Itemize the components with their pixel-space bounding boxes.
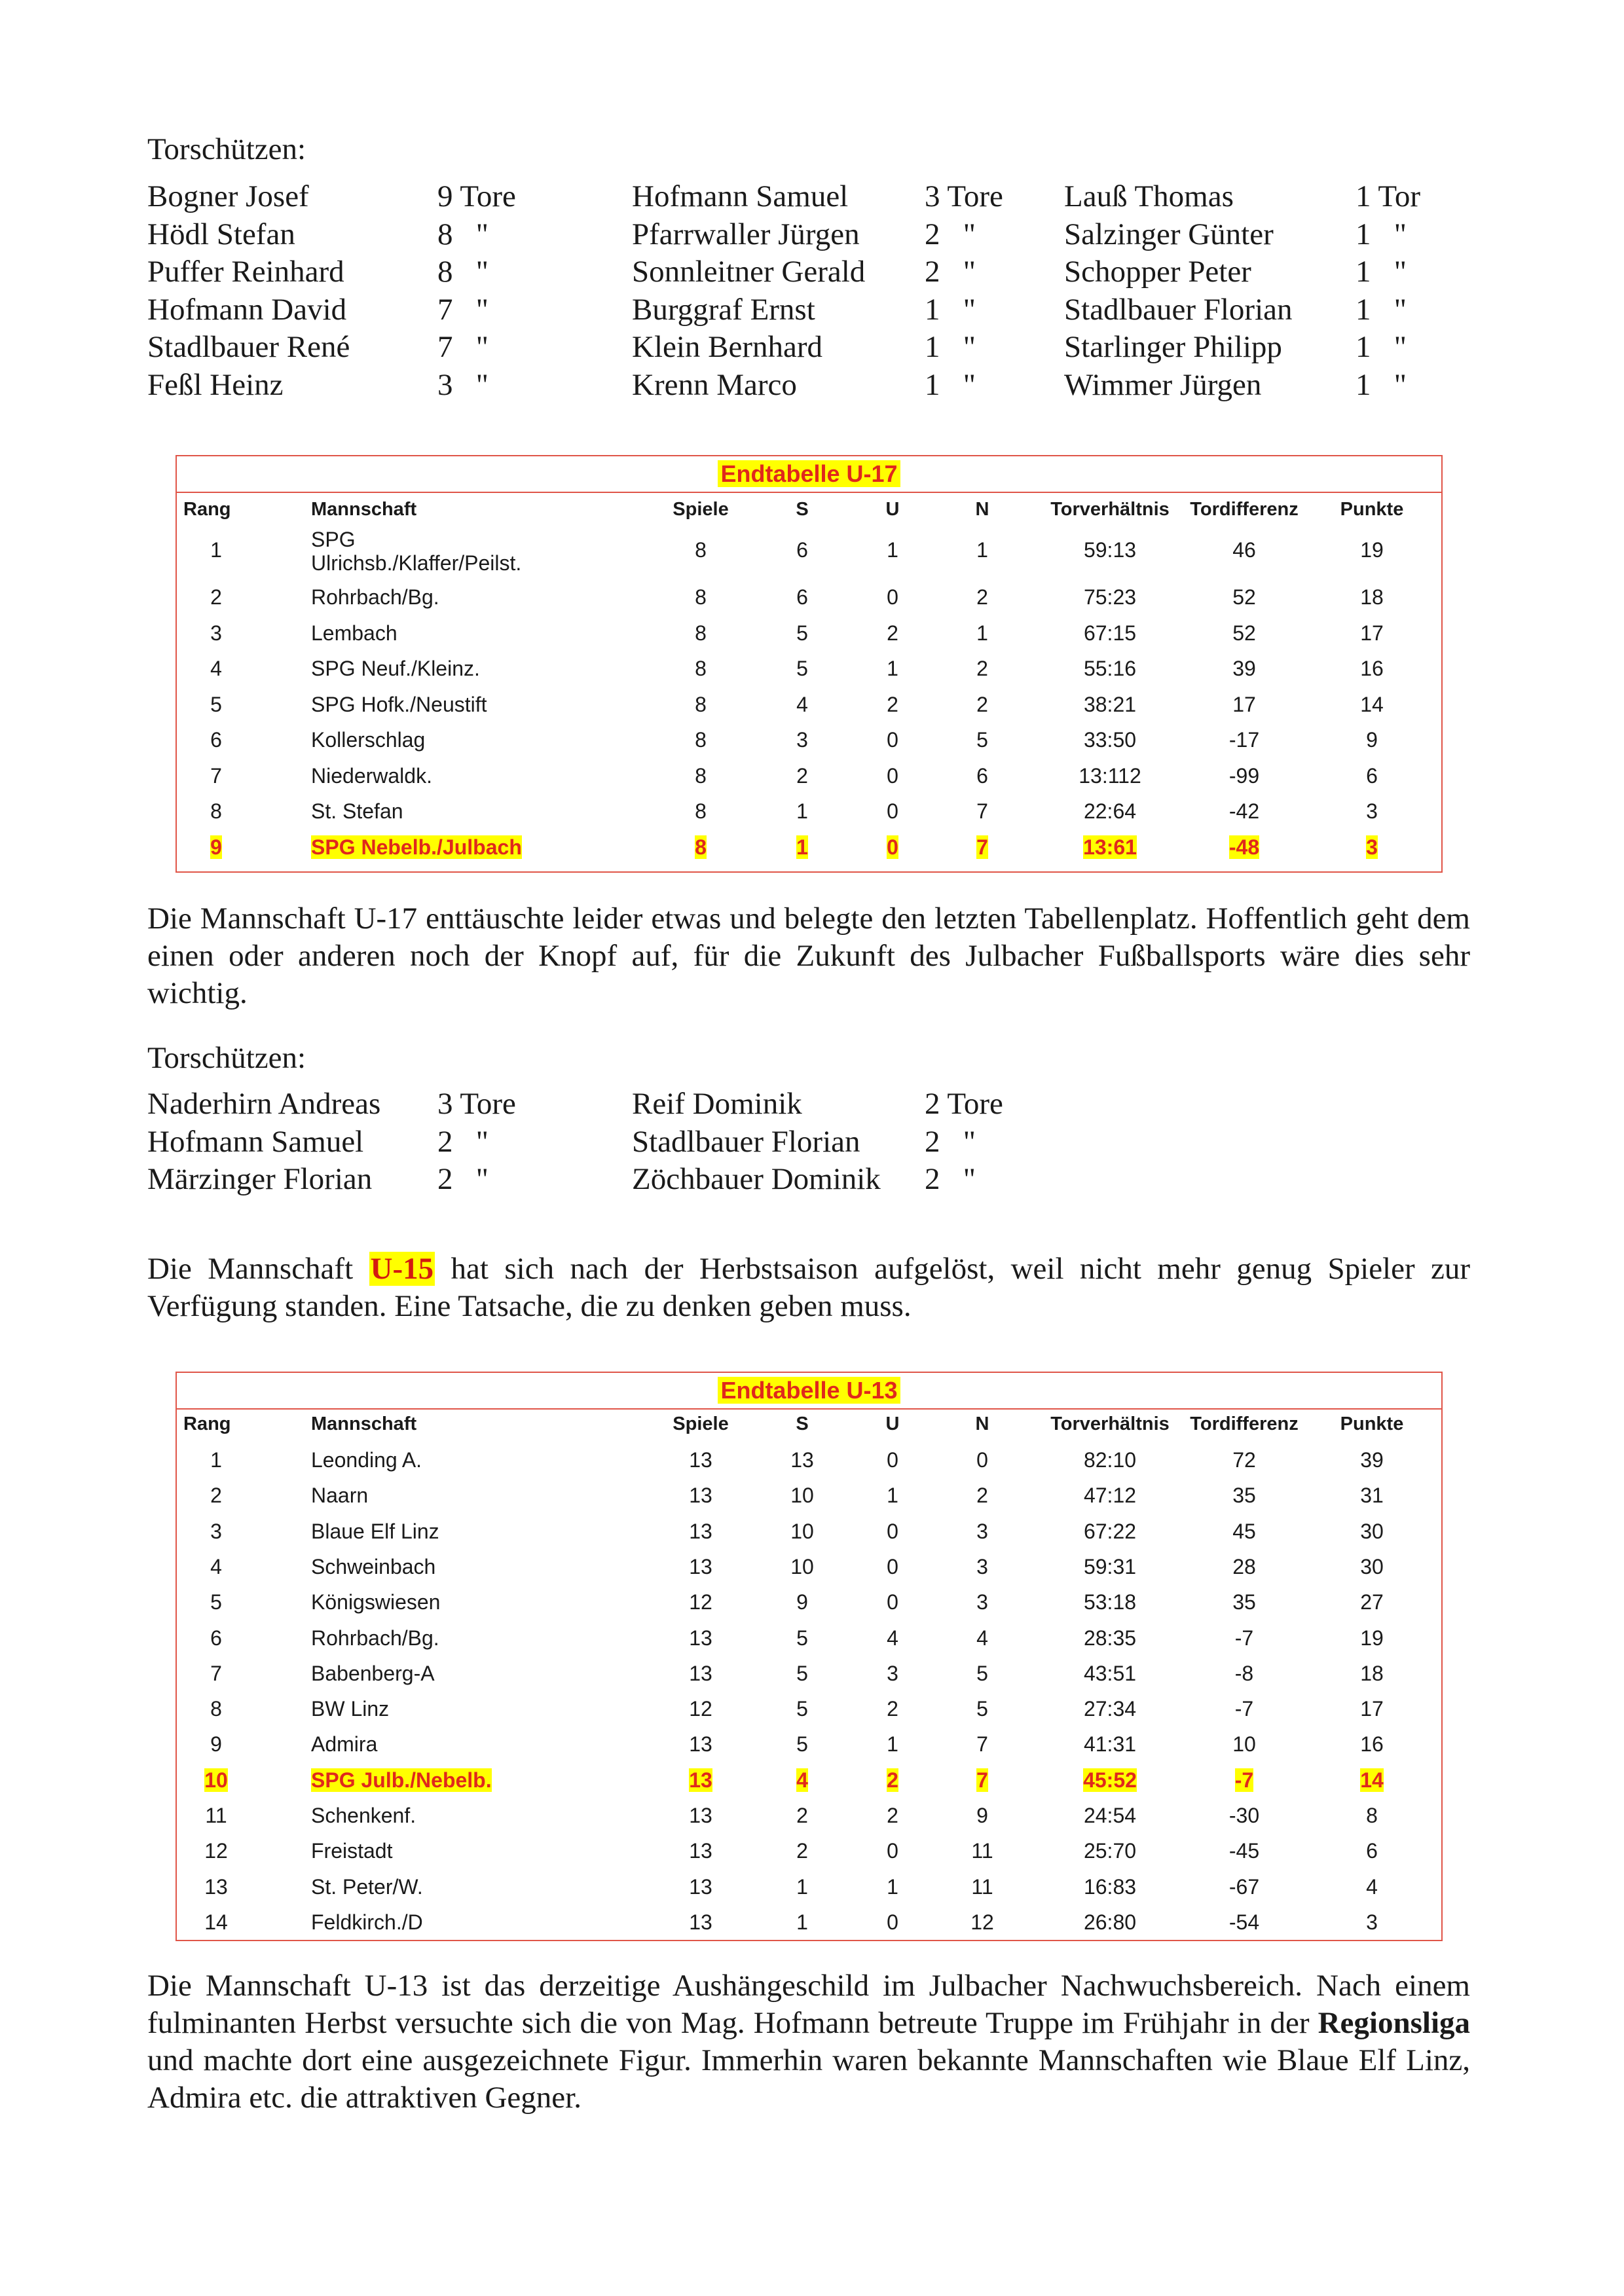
cell-s: 5 — [796, 1697, 808, 1721]
header-td: Tordifferenz — [1190, 499, 1299, 520]
cell-tv: 41:31 — [1083, 1732, 1137, 1757]
cell-u: 1 — [887, 1732, 898, 1757]
cell-s: 5 — [796, 1626, 808, 1650]
cell-n: 7 — [976, 1732, 988, 1757]
cell-spiele: 8 — [695, 657, 707, 680]
cell-spiele: 8 — [695, 799, 707, 823]
cell-rang: 5 — [210, 692, 222, 716]
cell-n: 7 — [976, 799, 988, 823]
cell-s: 3 — [796, 728, 808, 752]
cell-rang: 5 — [210, 1590, 222, 1614]
scorer-goals: 9 Tore — [437, 179, 516, 213]
cell-s: 13 — [790, 1448, 814, 1472]
cell-pkt: 19 — [1360, 1626, 1384, 1650]
header-team: Mannschaft — [311, 1413, 417, 1434]
cell-spiele: 13 — [689, 1448, 712, 1472]
cell-rang: 9 — [210, 1732, 222, 1757]
cell-tv: 38:21 — [1083, 692, 1137, 716]
cell-n: 5 — [976, 1697, 988, 1721]
scorer-name: Märzinger Florian — [147, 1162, 373, 1196]
cell-team: Rohrbach/Bg. — [311, 1626, 439, 1650]
cell-pkt: 30 — [1360, 1519, 1384, 1543]
cell-td: 52 — [1232, 585, 1256, 609]
cell-rang: 2 — [210, 1484, 222, 1508]
header-tv: Torverhältnis — [1050, 1413, 1170, 1434]
header-s: S — [796, 1413, 809, 1434]
scorer-goals: 2 " — [437, 1124, 489, 1159]
cell-n: 2 — [976, 585, 988, 609]
cell-pkt: 3 — [1366, 835, 1378, 859]
cell-n: 3 — [976, 1554, 988, 1578]
scorer-goals: 2 " — [925, 1124, 976, 1159]
cell-pkt: 6 — [1366, 763, 1378, 788]
cell-tv: 33:50 — [1083, 728, 1137, 752]
cell-tv: 13:61 — [1083, 835, 1137, 859]
cell-s: 5 — [796, 1661, 808, 1685]
cell-tv: 82:10 — [1083, 1448, 1137, 1472]
cell-team: Lembach — [311, 621, 397, 645]
scorer-name: Salzinger Günter — [1064, 217, 1274, 251]
cell-rang: 13 — [204, 1874, 228, 1899]
cell-n: 9 — [976, 1804, 988, 1827]
cell-n: 5 — [976, 728, 988, 752]
cell-s: 10 — [790, 1554, 814, 1578]
cell-tv: 55:16 — [1083, 657, 1137, 680]
cell-u: 0 — [887, 1590, 898, 1614]
cell-n: 2 — [976, 657, 988, 680]
scorer-goals: 2 " — [925, 255, 976, 289]
header-spiele: Spiele — [673, 499, 729, 520]
cell-pkt: 4 — [1366, 1874, 1378, 1899]
cell-team: Schenkenf. — [311, 1804, 416, 1827]
cell-n: 1 — [976, 621, 988, 645]
cell-tv: 26:80 — [1083, 1910, 1137, 1934]
cell-pkt: 18 — [1360, 585, 1384, 609]
cell-td: 39 — [1232, 657, 1256, 680]
cell-n: 11 — [971, 1874, 993, 1899]
cell-s: 10 — [790, 1519, 814, 1543]
cell-tv: 43:51 — [1083, 1661, 1137, 1685]
cell-u: 1 — [887, 538, 898, 562]
header-rang: Rang — [183, 1413, 231, 1434]
cell-tv: 24:54 — [1083, 1804, 1137, 1827]
cell-rang: 8 — [210, 1697, 222, 1721]
cell-rang: 6 — [210, 728, 222, 752]
cell-tv: 67:22 — [1083, 1519, 1137, 1543]
scorer-name: Wimmer Jürgen — [1064, 367, 1262, 402]
cell-spiele: 13 — [689, 1874, 712, 1899]
scorer-goals: 2 Tore — [925, 1087, 1003, 1121]
cell-s: 4 — [796, 692, 808, 716]
header-s: S — [796, 499, 809, 520]
table-title-u17: Endtabelle U-17 — [177, 458, 1441, 493]
cell-s: 2 — [796, 1804, 808, 1827]
cell-n: 6 — [976, 763, 988, 788]
cell-spiele: 8 — [695, 835, 707, 859]
cell-n: 3 — [976, 1590, 988, 1614]
header-pkt: Punkte — [1340, 499, 1404, 520]
scorer-goals: 1 " — [1356, 367, 1407, 402]
cell-td: 52 — [1232, 621, 1256, 645]
cell-pkt: 18 — [1360, 1661, 1384, 1685]
cell-spiele: 12 — [689, 1590, 712, 1614]
cell-spiele: 13 — [689, 1732, 712, 1757]
cell-pkt: 14 — [1360, 692, 1384, 716]
cell-tv: 25:70 — [1083, 1839, 1137, 1863]
scorer-name: Hofmann David — [147, 292, 347, 327]
cell-u: 0 — [887, 728, 898, 752]
cell-n: 7 — [976, 1768, 988, 1792]
cell-u: 0 — [887, 1910, 898, 1934]
cell-pkt: 30 — [1360, 1554, 1384, 1578]
scorer-goals: 3 " — [437, 367, 489, 402]
cell-tv: 45:52 — [1083, 1768, 1137, 1792]
cell-n: 1 — [976, 538, 988, 562]
cell-td: -99 — [1228, 763, 1260, 788]
scorer-name: Feßl Heinz — [147, 367, 284, 402]
cell-s: 6 — [796, 538, 808, 562]
header-rang: Rang — [183, 499, 231, 520]
cell-td: 46 — [1232, 538, 1256, 562]
cell-spiele: 8 — [695, 621, 707, 645]
cell-spiele: 13 — [689, 1768, 712, 1792]
cell-n: 12 — [970, 1910, 994, 1934]
cell-s: 9 — [796, 1590, 808, 1614]
cell-spiele: 13 — [689, 1519, 712, 1543]
cell-n: 2 — [976, 1484, 988, 1508]
cell-u: 1 — [887, 1874, 898, 1899]
scorer-name: Hofmann Samuel — [147, 1124, 364, 1159]
scorer-goals: 1 " — [1356, 217, 1407, 251]
league-table-u13 — [175, 1372, 1443, 1941]
cell-tv: 13:112 — [1079, 763, 1141, 788]
cell-rang: 7 — [210, 1661, 222, 1685]
cell-rang: 9 — [210, 835, 222, 859]
cell-rang: 10 — [204, 1768, 228, 1792]
scorer-name: Hödl Stefan — [147, 217, 295, 251]
cell-rang: 11 — [205, 1804, 227, 1827]
cell-tv: 27:34 — [1083, 1697, 1137, 1721]
cell-pkt: 9 — [1366, 728, 1378, 752]
cell-td: 35 — [1232, 1484, 1256, 1508]
header-n: N — [975, 499, 989, 520]
scorers-heading-u17: Torschützen: — [147, 132, 306, 166]
cell-team: SPG Nebelb./Julbach — [311, 835, 522, 859]
cell-rang: 7 — [210, 763, 222, 788]
cell-td: 45 — [1232, 1519, 1256, 1543]
cell-td: -54 — [1228, 1910, 1260, 1934]
cell-s: 10 — [790, 1484, 814, 1508]
scorer-goals: 2 " — [925, 1162, 976, 1196]
cell-td: -30 — [1228, 1804, 1260, 1827]
cell-team: SPG Neuf./Kleinz. — [311, 657, 480, 680]
cell-u: 0 — [887, 1519, 898, 1543]
cell-s: 5 — [796, 1732, 808, 1757]
cell-u: 2 — [887, 1804, 898, 1827]
scorer-goals: 3 Tore — [925, 179, 1003, 213]
cell-td: -7 — [1234, 1768, 1254, 1792]
scorer-name: Reif Dominik — [632, 1087, 802, 1121]
cell-team: St. Stefan — [311, 799, 403, 823]
scorer-goals: 8 " — [437, 217, 489, 251]
cell-rang: 3 — [210, 621, 222, 645]
cell-team: Feldkirch./D — [311, 1910, 423, 1934]
cell-tv: 22:64 — [1083, 799, 1137, 823]
cell-team: Admira — [311, 1732, 378, 1757]
cell-u: 1 — [887, 657, 898, 680]
cell-team: Rohrbach/Bg. — [311, 585, 439, 609]
cell-u: 2 — [887, 621, 898, 645]
cell-td: -8 — [1234, 1661, 1254, 1685]
cell-team: SPG Julb./Nebelb. — [311, 1768, 492, 1792]
cell-pkt: 17 — [1360, 621, 1384, 645]
cell-u: 3 — [887, 1661, 898, 1685]
cell-tv: 67:15 — [1083, 621, 1137, 645]
cell-u: 0 — [887, 585, 898, 609]
scorer-goals: 7 " — [437, 330, 489, 364]
cell-pkt: 39 — [1360, 1448, 1384, 1472]
cell-pkt: 31 — [1360, 1484, 1384, 1508]
scorer-name: Lauß Thomas — [1064, 179, 1234, 213]
cell-team: SPG Ulrichsb./Klaffer/Peilst. — [311, 528, 522, 575]
paragraph-u15: Die Mannschaft U-15 hat sich nach der Herbstsaison aufgelöst, weil nicht mehr genug Spieler zur Verfügung standen. Eine Tatsache, die zu denken geben muss. — [147, 1252, 1471, 1323]
cell-rang: 3 — [210, 1519, 222, 1543]
cell-spiele: 8 — [695, 728, 707, 752]
scorer-name: Hofmann Samuel — [632, 179, 849, 213]
cell-rang: 1 — [210, 538, 222, 562]
cell-pkt: 27 — [1360, 1590, 1384, 1614]
cell-s: 5 — [796, 621, 808, 645]
cell-u: 4 — [887, 1626, 898, 1650]
cell-spiele: 13 — [689, 1804, 712, 1827]
cell-pkt: 16 — [1360, 1732, 1384, 1757]
cell-tv: 59:31 — [1083, 1554, 1137, 1578]
u15-highlight: U-15 — [370, 1252, 434, 1286]
cell-tv: 75:23 — [1083, 585, 1137, 609]
cell-n: 5 — [976, 1661, 988, 1685]
cell-td: 35 — [1232, 1590, 1256, 1614]
cell-rang: 4 — [210, 657, 222, 680]
cell-rang: 1 — [210, 1448, 222, 1472]
cell-pkt: 17 — [1360, 1697, 1384, 1721]
scorer-name: Bogner Josef — [147, 179, 309, 213]
header-u: U — [885, 499, 900, 520]
cell-td: 72 — [1232, 1448, 1256, 1472]
cell-team: Niederwaldk. — [311, 763, 432, 788]
cell-pkt: 3 — [1366, 1910, 1378, 1934]
cell-spiele: 8 — [695, 585, 707, 609]
cell-td: -45 — [1228, 1839, 1260, 1863]
cell-tv: 16:83 — [1083, 1874, 1137, 1899]
cell-s: 1 — [796, 1874, 808, 1899]
scorer-goals: 1 " — [925, 367, 976, 402]
cell-spiele: 13 — [689, 1661, 712, 1685]
scorer-goals: 1 " — [1356, 292, 1407, 327]
header-n: N — [975, 1413, 989, 1434]
cell-s: 4 — [796, 1768, 808, 1792]
cell-rang: 2 — [210, 585, 222, 609]
cell-pkt: 8 — [1366, 1804, 1378, 1827]
cell-team: Freistadt — [311, 1839, 393, 1863]
scorer-name: Starlinger Philipp — [1064, 330, 1282, 364]
header-pkt: Punkte — [1340, 1413, 1404, 1434]
cell-spiele: 13 — [689, 1626, 712, 1650]
cell-spiele: 8 — [695, 538, 707, 562]
cell-n: 3 — [976, 1519, 988, 1543]
scorer-goals: 1 " — [1356, 330, 1407, 364]
scorer-goals: 8 " — [437, 255, 489, 289]
cell-spiele: 8 — [695, 692, 707, 716]
cell-td: 28 — [1232, 1554, 1256, 1578]
cell-u: 2 — [887, 1768, 898, 1792]
cell-td: -7 — [1234, 1626, 1254, 1650]
cell-s: 6 — [796, 585, 808, 609]
scorer-name: Stadlbauer René — [147, 330, 350, 364]
cell-n: 0 — [976, 1448, 988, 1472]
cell-u: 0 — [887, 835, 898, 859]
cell-team: Leonding A. — [311, 1448, 422, 1472]
cell-spiele: 13 — [689, 1910, 712, 1934]
cell-td: 10 — [1232, 1732, 1256, 1757]
cell-team: St. Peter/W. — [311, 1874, 423, 1899]
cell-tv: 53:18 — [1083, 1590, 1137, 1614]
cell-spiele: 13 — [689, 1839, 712, 1863]
header-u: U — [885, 1413, 900, 1434]
cell-tv: 47:12 — [1083, 1484, 1137, 1508]
scorer-goals: 1 Tor — [1356, 179, 1420, 213]
cell-u: 2 — [887, 692, 898, 716]
paragraph-u13: Die Mannschaft U-13 ist das derzeitige Aushängeschild im Julbacher Nachwuchsbereich. Nach einem fulminanten Herbst versuchte sich die von Mag. Hofmann betreute Truppe im Frühjahr in der Regionsliga und machte dort eine ausgezeichnete Figur. Immerhin waren bekannte Mannschaften wie Blaue Elf Linz, Admira etc. die attraktiven Gegner. — [147, 1969, 1471, 2115]
cell-team: BW Linz — [311, 1697, 390, 1721]
cell-td: -17 — [1228, 728, 1260, 752]
cell-team: Königswiesen — [311, 1590, 441, 1614]
cell-rang: 4 — [210, 1554, 222, 1578]
cell-n: 4 — [976, 1626, 988, 1650]
cell-spiele: 13 — [689, 1484, 712, 1508]
cell-tv: 28:35 — [1083, 1626, 1137, 1650]
cell-td: -7 — [1234, 1697, 1254, 1721]
scorer-goals: 2 " — [925, 217, 976, 251]
league-table-u17 — [175, 455, 1443, 873]
cell-tv: 59:13 — [1083, 538, 1137, 562]
paragraph-u17: Die Mannschaft U-17 enttäuschte leider etwas und belegte den letzten Tabellenplatz. Hoffentlich geht dem einen oder anderen noch der Knopf auf, für die Zukunft des Julbacher Fußballsports wäre dies sehr wichtig. — [147, 902, 1470, 1010]
cell-s: 2 — [796, 1839, 808, 1863]
cell-u: 0 — [887, 763, 898, 788]
cell-td: -67 — [1228, 1874, 1260, 1899]
cell-u: 2 — [887, 1697, 898, 1721]
cell-u: 1 — [887, 1484, 898, 1508]
cell-s: 5 — [796, 657, 808, 680]
scorers-heading-u17-2: Torschützen: — [147, 1041, 306, 1075]
table-title-u13: Endtabelle U-13 — [177, 1374, 1441, 1410]
cell-spiele: 12 — [689, 1697, 712, 1721]
cell-rang: 12 — [204, 1839, 228, 1863]
cell-team: Naarn — [311, 1484, 369, 1508]
scorer-name: Stadlbauer Florian — [632, 1124, 860, 1159]
regionsliga-bold: Regionsliga — [1318, 2006, 1471, 2040]
header-team: Mannschaft — [311, 499, 417, 520]
cell-s: 1 — [796, 1910, 808, 1934]
cell-rang: 8 — [210, 799, 222, 823]
cell-team: Schweinbach — [311, 1554, 436, 1578]
cell-td: 17 — [1232, 692, 1256, 716]
scorer-goals: 3 Tore — [437, 1087, 516, 1121]
cell-spiele: 8 — [695, 763, 707, 788]
scorer-name: Pfarrwaller Jürgen — [632, 217, 860, 251]
scorer-name: Burggraf Ernst — [632, 292, 815, 327]
scorer-goals: 7 " — [437, 292, 489, 327]
scorer-goals: 1 " — [925, 330, 976, 364]
cell-n: 11 — [971, 1839, 993, 1863]
cell-u: 0 — [887, 1448, 898, 1472]
cell-pkt: 6 — [1366, 1839, 1378, 1863]
cell-n: 7 — [976, 835, 988, 859]
cell-rang: 6 — [210, 1626, 222, 1650]
header-tv: Torverhältnis — [1050, 499, 1170, 520]
scorer-goals: 1 " — [925, 292, 976, 327]
scorer-name: Stadlbauer Florian — [1064, 292, 1293, 327]
cell-pkt: 14 — [1360, 1768, 1384, 1792]
cell-pkt: 3 — [1366, 799, 1378, 823]
scorer-name: Puffer Reinhard — [147, 255, 344, 289]
cell-rang: 14 — [204, 1910, 228, 1934]
header-td: Tordifferenz — [1190, 1413, 1299, 1434]
scorer-name: Krenn Marco — [632, 367, 797, 402]
scorer-goals: 1 " — [1356, 255, 1407, 289]
cell-team: Kollerschlag — [311, 728, 426, 752]
cell-n: 2 — [976, 692, 988, 716]
cell-team: SPG Hofk./Neustift — [311, 692, 487, 716]
cell-u: 0 — [887, 1554, 898, 1578]
scorer-name: Naderhirn Andreas — [147, 1087, 381, 1121]
cell-td: -42 — [1228, 799, 1260, 823]
cell-td: -48 — [1228, 835, 1260, 859]
cell-team: Babenberg-A — [311, 1661, 435, 1685]
cell-spiele: 13 — [689, 1554, 712, 1578]
scorer-name: Schopper Peter — [1064, 255, 1251, 289]
scorer-name: Zöchbauer Dominik — [632, 1162, 881, 1196]
scorer-name: Sonnleitner Gerald — [632, 255, 866, 289]
header-spiele: Spiele — [673, 1413, 729, 1434]
cell-s: 1 — [796, 835, 808, 859]
cell-team: Blaue Elf Linz — [311, 1519, 439, 1543]
scorer-name: Klein Bernhard — [632, 330, 823, 364]
cell-s: 2 — [796, 763, 808, 788]
scorer-goals: 2 " — [437, 1162, 489, 1196]
cell-pkt: 16 — [1360, 657, 1384, 680]
cell-s: 1 — [796, 799, 808, 823]
cell-u: 0 — [887, 1839, 898, 1863]
cell-u: 0 — [887, 799, 898, 823]
cell-pkt: 19 — [1360, 538, 1384, 562]
